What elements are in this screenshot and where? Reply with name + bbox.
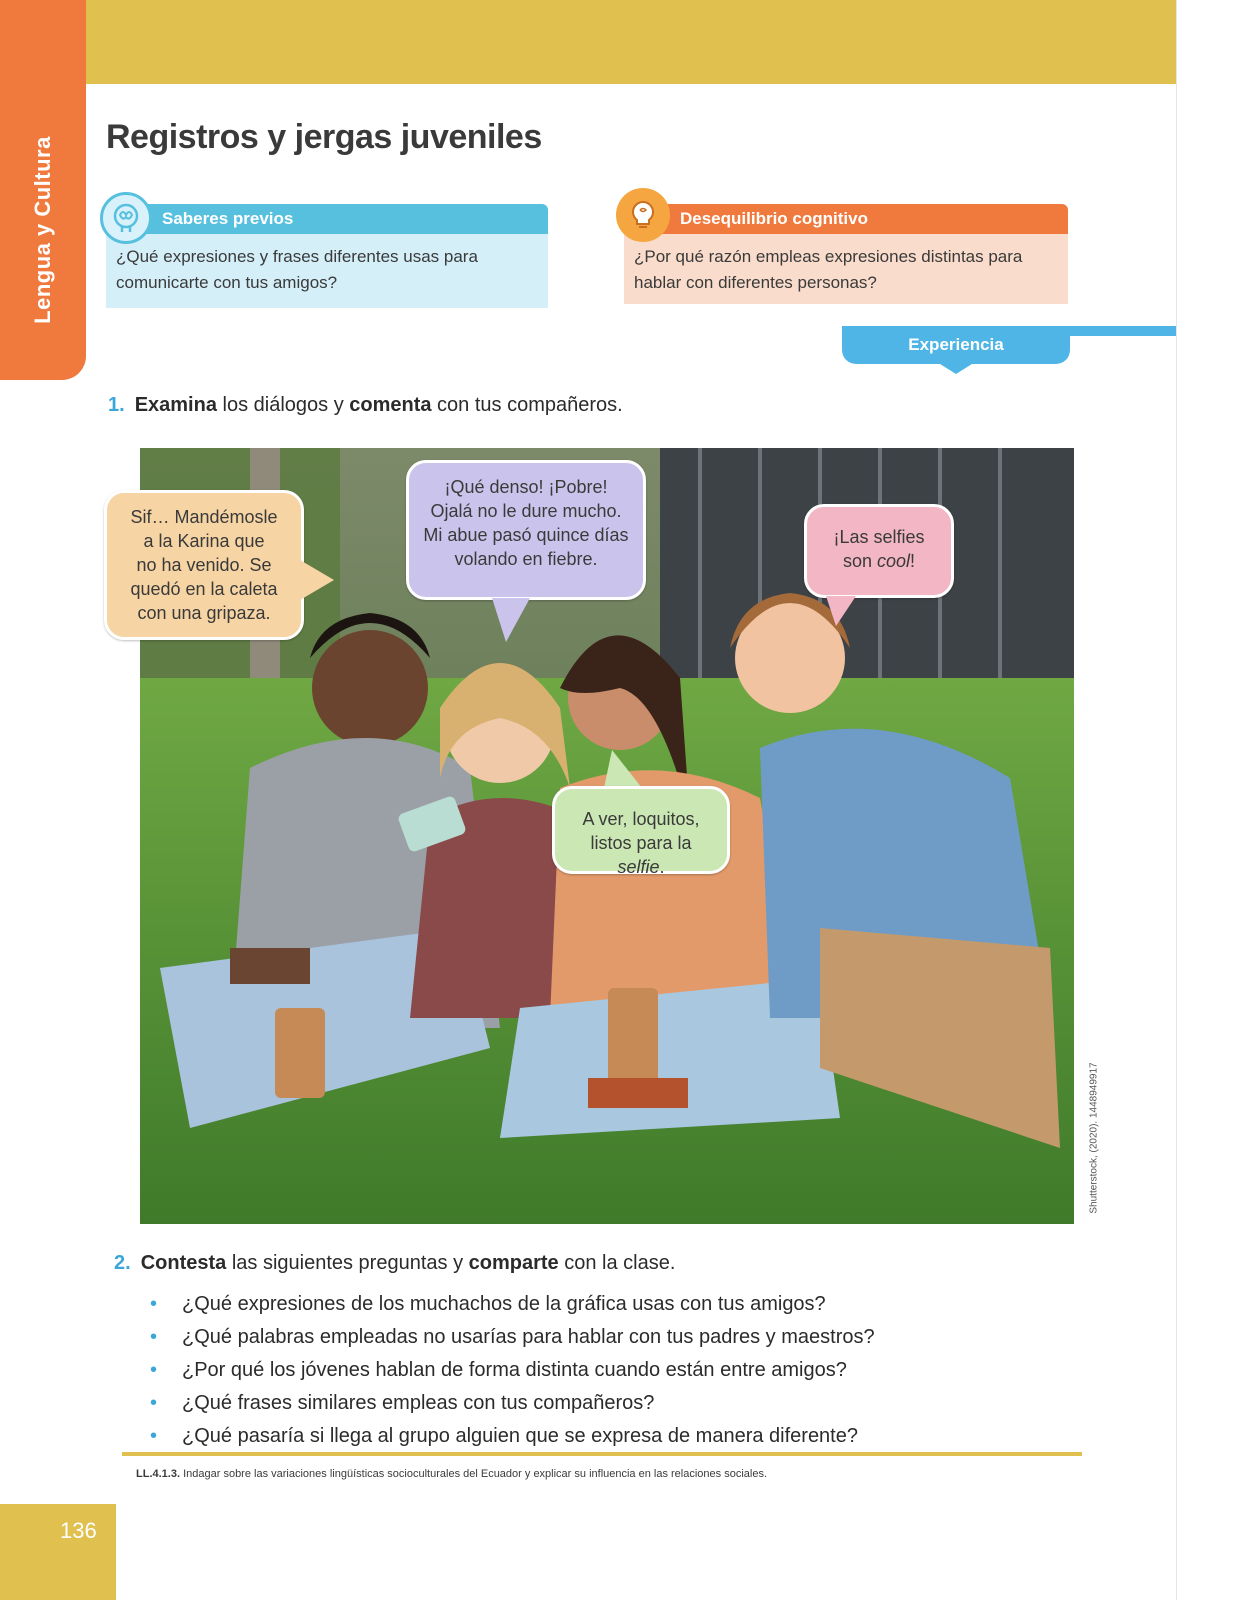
lightbulb-brain-icon — [616, 188, 670, 242]
instruction-text: con la clase. — [558, 1252, 676, 1274]
bubble-italic-text: cool — [876, 551, 911, 571]
activity-number: 1. — [108, 394, 125, 416]
bubble-line: ¡Qué denso! ¡Pobre! — [444, 477, 608, 497]
speech-bubble-tail — [826, 596, 856, 626]
activity-number: 2. — [114, 1252, 131, 1274]
bubble-text: son — [842, 551, 877, 571]
speech-bubble-tail — [300, 560, 334, 600]
list-item — [150, 1387, 875, 1420]
brain-head-icon — [100, 192, 152, 244]
activity-1-instruction — [108, 394, 623, 417]
standard-text: Indagar sobre las variaciones lingüísticas socioculturales del Ecuador y explicar su influencia en las relaciones sociales. — [180, 1468, 768, 1480]
bubble-line: Mi abue pasó quince días — [423, 525, 629, 545]
bubble-line: con una gripaza. — [137, 603, 271, 623]
question-text: ¿Por qué los jóvenes hablan de forma distinta cuando están entre amigos? — [182, 1359, 847, 1381]
section-side-tab — [0, 0, 86, 380]
list-item — [150, 1321, 875, 1354]
bullet-icon: • — [150, 1293, 158, 1315]
question-text: ¿Qué pasaría si llega al grupo alguien que se expresa de manera diferente? — [182, 1425, 858, 1447]
question-text: ¿Qué palabras empleadas no usarías para hablar con tus padres y maestros? — [182, 1326, 875, 1348]
bubble-line: Ojalá no le dure mucho. — [430, 501, 622, 521]
bubble-text: . — [659, 857, 665, 877]
question-list — [150, 1288, 875, 1453]
side-tab-label: Lengua y Cultura — [30, 136, 55, 324]
bubble-line: Sif… Mandémosle — [130, 507, 278, 527]
bullet-icon: • — [150, 1425, 158, 1447]
curriculum-standard — [136, 1468, 767, 1480]
speech-bubble-green — [552, 786, 730, 877]
saberes-previos-text-line: comunicarte con tus amigos? — [116, 273, 338, 292]
saberes-previos-text-line: ¿Qué expresiones y frases diferentes usas para — [116, 247, 478, 266]
experiencia-tab-pointer — [940, 364, 972, 374]
desequilibrio-text-line: ¿Por qué razón empleas expresiones distintas para — [634, 247, 1023, 266]
photo-credit: Shutterstock, (2020). 1448949917 — [1088, 1062, 1100, 1214]
desequilibrio-cognitivo-heading: Desequilibrio cognitivo — [624, 204, 1068, 234]
bubble-text: ! — [910, 551, 916, 571]
top-color-band — [84, 0, 1176, 84]
desequilibrio-text-line: hablar con diferentes personas? — [634, 273, 877, 292]
bubble-line — [817, 549, 941, 573]
footer-rule — [122, 1452, 1082, 1456]
speech-bubble-tail — [604, 750, 642, 788]
bubble-text: listos para la — [590, 833, 692, 853]
bullet-icon: • — [150, 1392, 158, 1414]
bullet-icon: • — [150, 1326, 158, 1348]
speech-bubble-pink — [804, 504, 954, 598]
bubble-italic-text: selfie — [617, 857, 660, 877]
instruction-text: los diálogos y — [216, 394, 350, 416]
instruction-verb: Examina — [134, 394, 217, 416]
bubble-line: A ver, loquitos, — [582, 809, 700, 829]
speech-bubble-tail — [492, 598, 530, 642]
bubble-line: quedó en la caleta — [130, 579, 278, 599]
question-text: ¿Qué expresiones de los muchachos de la gráfica usas con tus amigos? — [182, 1293, 826, 1315]
bullet-icon: • — [150, 1359, 158, 1381]
experiencia-section-tab: Experiencia — [842, 326, 1070, 364]
speech-bubble-orange — [104, 490, 304, 640]
bubble-line — [565, 831, 717, 879]
list-item — [150, 1288, 875, 1321]
instruction-text: con tus compañeros. — [431, 394, 623, 416]
question-text: ¿Qué frases similares empleas con tus compañeros? — [182, 1392, 655, 1414]
instruction-text: las siguientes preguntas y — [226, 1252, 469, 1274]
bubble-line: no ha venido. Se — [136, 555, 272, 575]
bubble-line: volando en fiebre. — [454, 549, 598, 569]
page-number: 136 — [60, 1518, 97, 1543]
activity-2-instruction — [114, 1252, 675, 1275]
list-item — [150, 1420, 875, 1453]
standard-code: LL.4.1.3. — [136, 1468, 181, 1480]
list-item — [150, 1354, 875, 1387]
desequilibrio-cognitivo-body — [624, 234, 1068, 304]
instruction-verb: Contesta — [140, 1252, 227, 1274]
page-number-block — [0, 1504, 116, 1600]
saberes-previos-box — [106, 204, 548, 308]
instruction-verb: comenta — [349, 394, 432, 416]
bubble-line: ¡Las selfies — [833, 527, 925, 547]
bubble-line: a la Karina que — [143, 531, 265, 551]
saberes-previos-body — [106, 234, 548, 308]
experiencia-tab-rule — [1062, 326, 1176, 336]
page-title: Registros y jergas juveniles — [106, 118, 542, 156]
page-edge — [1176, 0, 1236, 1600]
instruction-verb: comparte — [468, 1252, 559, 1274]
saberes-previos-heading: Saberes previos — [106, 204, 548, 234]
speech-bubble-purple — [406, 460, 646, 600]
desequilibrio-cognitivo-box — [624, 204, 1068, 304]
